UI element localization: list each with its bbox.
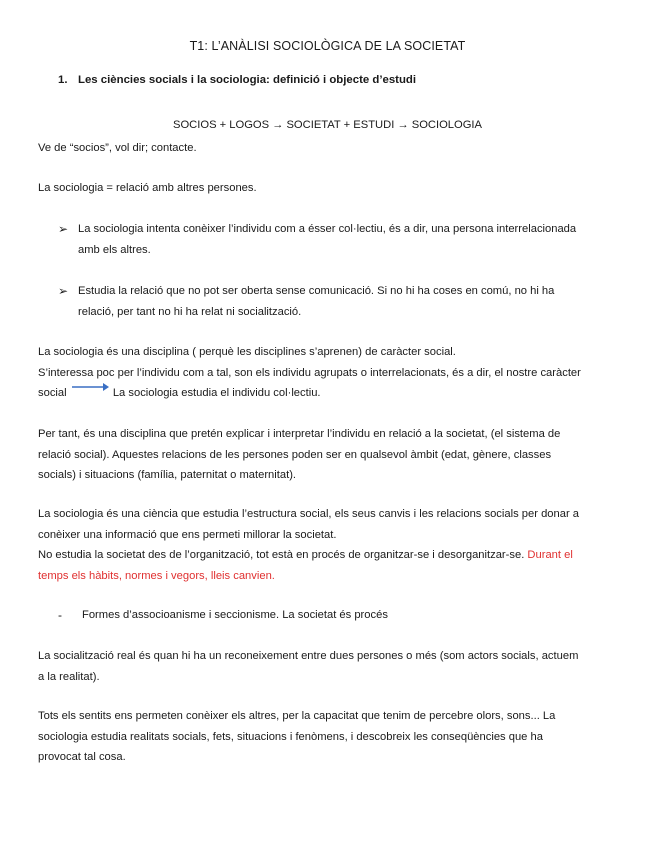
- paragraph-definition: La sociologia = relació amb altres persones.: [38, 182, 257, 194]
- process-sentence: No estudia la societat des de l’organització, tot està en procés de organitzar-se i desorganitzar-se.: [38, 549, 525, 561]
- bullet-item-2: [58, 281, 608, 322]
- section-number: 1.: [58, 74, 68, 86]
- paragraph-senses-line-1: Tots els sentits ens permeten conèixer els altres, per la capacitat que tenim de percebre olors, sons... La: [38, 710, 556, 722]
- paragraph-socialization: [38, 646, 618, 687]
- dash-bullet: -: [58, 608, 62, 622]
- etymology-formula: SOCIOS + LOGOS → SOCIETAT + ESTUDI → SOCIOLOGIA: [173, 119, 482, 131]
- highlighted-text: Durant el: [527, 549, 573, 561]
- bullet-item-1: [58, 219, 608, 260]
- paragraph-senses-line-2: sociologia estudia realitats socials, fets, situacions i fenòmens, i descobreix les conseqüències que ha: [38, 730, 543, 743]
- section-heading-text: Les ciències socials i la sociologia: definició i objecte d’estudi: [78, 74, 417, 86]
- section-heading: [58, 70, 416, 91]
- highlighted-text-continuation: temps els hàbits, normes i vegors, lleis canvien.: [38, 569, 275, 582]
- paragraph-senses-line-3: provocat tal cosa.: [38, 751, 126, 763]
- paragraph-interpretation: [38, 424, 618, 486]
- paragraph-socialization-line-1: La socialització real és quan hi ha un reconeixement entre dues persones o més (som actors socials, actuem: [38, 650, 579, 662]
- arrow-conclusion-text: La sociologia estudia el individu col·lectiu.: [112, 387, 321, 399]
- paragraph-science: [38, 504, 618, 586]
- paragraph-discipline-line-3: [38, 383, 618, 404]
- bullet-item-1-text: [78, 219, 608, 260]
- bullet-item-1-line-2: amb els altres.: [78, 243, 151, 256]
- right-arrow-icon: [70, 380, 110, 394]
- document-title: T1: L’ANÀLISI SOCIOLÒGICA DE LA SOCIETAT: [189, 39, 466, 53]
- arrow-bullet-icon: ➢: [58, 222, 69, 236]
- bullet-item-2-line-1: Estudia la relació que no pot ser oberta sense comunicació. Si no hi ha coses en comú, no hi ha: [78, 285, 555, 297]
- bullet-item-2-text: [78, 281, 608, 322]
- paragraph-discipline: [38, 342, 618, 404]
- paragraph-science-line-2: conèixer una informació que ens permeti millorar la societat.: [38, 528, 337, 541]
- paragraph-senses: [38, 706, 618, 768]
- paragraph-science-line-3: [38, 545, 618, 566]
- paragraph-socialization-line-2: a la realitat).: [38, 670, 100, 683]
- paragraph-interpretation-line-1: Per tant, és una disciplina que pretén explicar i interpretar l’individu en relació a la societat, (el sistema de: [38, 428, 561, 440]
- paragraph-discipline-line-1: La sociologia és una disciplina ( perquè les disciplines s’aprenen) de caràcter social.: [38, 346, 456, 358]
- bullet-item-1-line-1: La sociologia intenta conèixer l’individu com a ésser col·lectiu, és a dir, una persona interrelacionada: [78, 223, 577, 235]
- paragraph-science-line-1: La sociologia és una ciència que estudia l’estructura social, els seus canvis i les relacions socials per donar a: [38, 508, 580, 520]
- paragraph-interpretation-line-2: relació social). Aquestes relacions de les persones poden ser en qualsevol àmbit (edat, gènere, classes: [38, 448, 552, 461]
- dash-list-item-text: Formes d’associoanisme i seccionisme. La societat és procés: [82, 609, 388, 621]
- arrow-bullet-icon: ➢: [58, 284, 69, 298]
- bullet-item-2-line-2: relació, per tant no hi ha relat ni socialització.: [78, 305, 302, 318]
- paragraph-interpretation-line-3: socials) i situacions (família, paternitat o maternitat).: [38, 469, 297, 481]
- paragraph-discipline-line-2: S’interessa poc per l’individu com a tal, son els individu agrupats o interrelacionats, és a dir, el nostre caràcter: [38, 366, 581, 379]
- dash-list-item: [58, 605, 608, 626]
- social-word: social: [38, 387, 67, 399]
- paragraph-origin: Ve de “socios”, vol dir; contacte.: [38, 142, 197, 154]
